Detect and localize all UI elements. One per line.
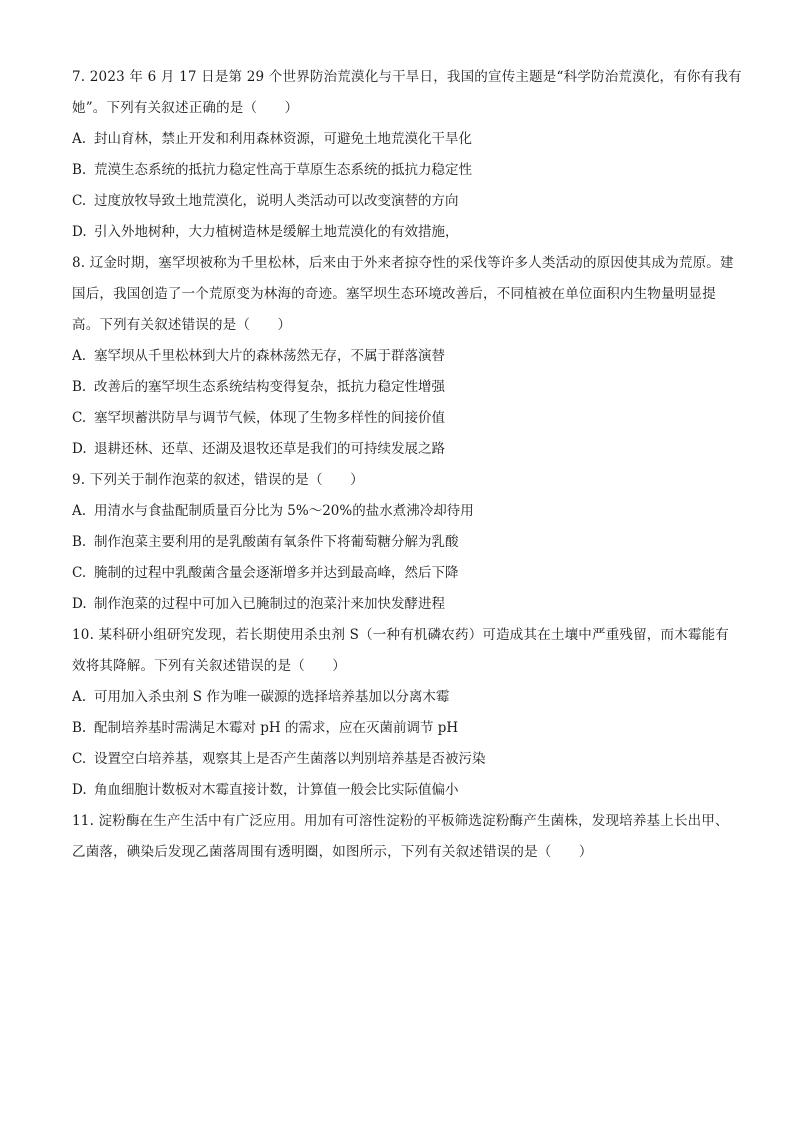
option-a bbox=[72, 682, 742, 713]
option-text: 退耕还林、还草、还湖及退牧还草是我们的可持续发展之路 bbox=[94, 441, 445, 457]
option-letter: A. bbox=[72, 131, 87, 147]
option-b bbox=[72, 527, 742, 558]
option-text: 荒漠生态系统的抵抗力稳定性高于草原生态系统的抵抗力稳定性 bbox=[94, 162, 472, 178]
option-text: 塞罕坝蓄洪防旱与调节气候，体现了生物多样性的间接价值 bbox=[94, 410, 445, 426]
option-letter: A. bbox=[72, 689, 87, 705]
question-stem-text: 8. 辽金时期，塞罕坝被称为千里松林，后来由于外来者掠夺性的采伐等许多人类活动的原因使其成为荒原。建国后，我国创造了一个荒原变为林海的奇迹。塞罕坝生态环境改善后，不同植被在单位面积内生物量明显提高。下列有关叙述错误的是（ ） bbox=[72, 255, 734, 333]
option-letter: C. bbox=[72, 193, 87, 209]
option-letter: C. bbox=[72, 565, 87, 581]
option-b bbox=[72, 372, 742, 403]
question-stem bbox=[72, 465, 742, 496]
option-text: 角血细胞计数板对木霉直接计数，计算值一般会比实际值偏小 bbox=[94, 782, 459, 798]
option-letter: D. bbox=[72, 596, 87, 612]
option-c bbox=[72, 403, 742, 434]
option-text: 过度放牧导致土地荒漠化，说明人类活动可以改变演替的方向 bbox=[94, 193, 459, 209]
option-letter: A. bbox=[72, 503, 87, 519]
question-11 bbox=[72, 806, 742, 868]
option-letter: D. bbox=[72, 224, 87, 240]
option-text: 腌制的过程中乳酸菌含量会逐渐增多并达到最高峰，然后下降 bbox=[94, 565, 459, 581]
question-stem bbox=[72, 248, 742, 341]
question-stem-text: 9. 下列关于制作泡菜的叙述，错误的是（ ） bbox=[72, 472, 364, 488]
option-text: 封山育林，禁止开发和利用森林资源，可避免土地荒漠化干旱化 bbox=[94, 131, 472, 147]
option-text: 设置空白培养基，观察其上是否产生菌落以判别培养基是否被污染 bbox=[94, 751, 486, 767]
question-stem-text: 11. 淀粉酶在生产生活中有广泛应用。用加有可溶性淀粉的平板筛选淀粉酶产生菌株，发现培养基上长出甲、乙菌落，碘染后发现乙菌落周围有透明圈，如图所示，下列有关叙述错误的是（ ） bbox=[72, 813, 729, 860]
option-text: 改善后的塞罕坝生态系统结构变得复杂，抵抗力稳定性增强 bbox=[94, 379, 445, 395]
option-letter: D. bbox=[72, 782, 87, 798]
option-letter: B. bbox=[72, 534, 87, 550]
option-c bbox=[72, 744, 742, 775]
option-d bbox=[72, 589, 742, 620]
option-a bbox=[72, 341, 742, 372]
option-text: 制作泡菜主要利用的是乳酸菌有氧条件下将葡萄糖分解为乳酸 bbox=[94, 534, 459, 550]
option-b bbox=[72, 713, 742, 744]
option-letter: C. bbox=[72, 410, 87, 426]
question-8 bbox=[72, 248, 742, 465]
question-stem bbox=[72, 620, 742, 682]
option-text: 用清水与食盐配制质量百分比为 5%～20%的盐水煮沸冷却待用 bbox=[94, 503, 474, 519]
question-9 bbox=[72, 465, 742, 620]
option-letter: B. bbox=[72, 720, 87, 736]
option-b bbox=[72, 155, 742, 186]
option-a bbox=[72, 124, 742, 155]
option-c bbox=[72, 558, 742, 589]
question-7 bbox=[72, 62, 742, 248]
option-d bbox=[72, 217, 742, 248]
option-text: 可用加入杀虫剂 S 作为唯一碳源的选择培养基加以分离木霉 bbox=[94, 689, 450, 705]
option-a bbox=[72, 496, 742, 527]
option-d bbox=[72, 434, 742, 465]
option-text: 配制培养基时需满足木霉对 pH 的需求，应在灭菌前调节 pH bbox=[94, 720, 459, 736]
question-10 bbox=[72, 620, 742, 806]
option-letter: B. bbox=[72, 162, 87, 178]
option-text: 引入外地树种，大力植树造林是缓解土地荒漠化的有效措施， bbox=[94, 224, 459, 240]
question-page bbox=[72, 62, 742, 868]
option-letter: C. bbox=[72, 751, 87, 767]
question-stem bbox=[72, 806, 742, 868]
option-text: 塞罕坝从千里松林到大片的森林荡然无存，不属于群落演替 bbox=[94, 348, 445, 364]
option-text: 制作泡菜的过程中可加入已腌制过的泡菜汁来加快发酵进程 bbox=[94, 596, 445, 612]
option-c bbox=[72, 186, 742, 217]
question-stem-text: 7. 2023 年 6 月 17 日是第 29 个世界防治荒漠化与干旱日，我国的宣传主题是“科学防治荒漠化，有你有我有她”。下列有关叙述正确的是（ ） bbox=[72, 69, 742, 116]
option-letter: A. bbox=[72, 348, 87, 364]
question-stem-text: 10. 某科研小组研究发现，若长期使用杀虫剂 S（一种有机磷农药）可造成其在土壤中严重残留，而木霉能有效将其降解。下列有关叙述错误的是（ ） bbox=[72, 627, 729, 674]
option-letter: D. bbox=[72, 441, 87, 457]
option-letter: B. bbox=[72, 379, 87, 395]
question-stem bbox=[72, 62, 742, 124]
option-d bbox=[72, 775, 742, 806]
